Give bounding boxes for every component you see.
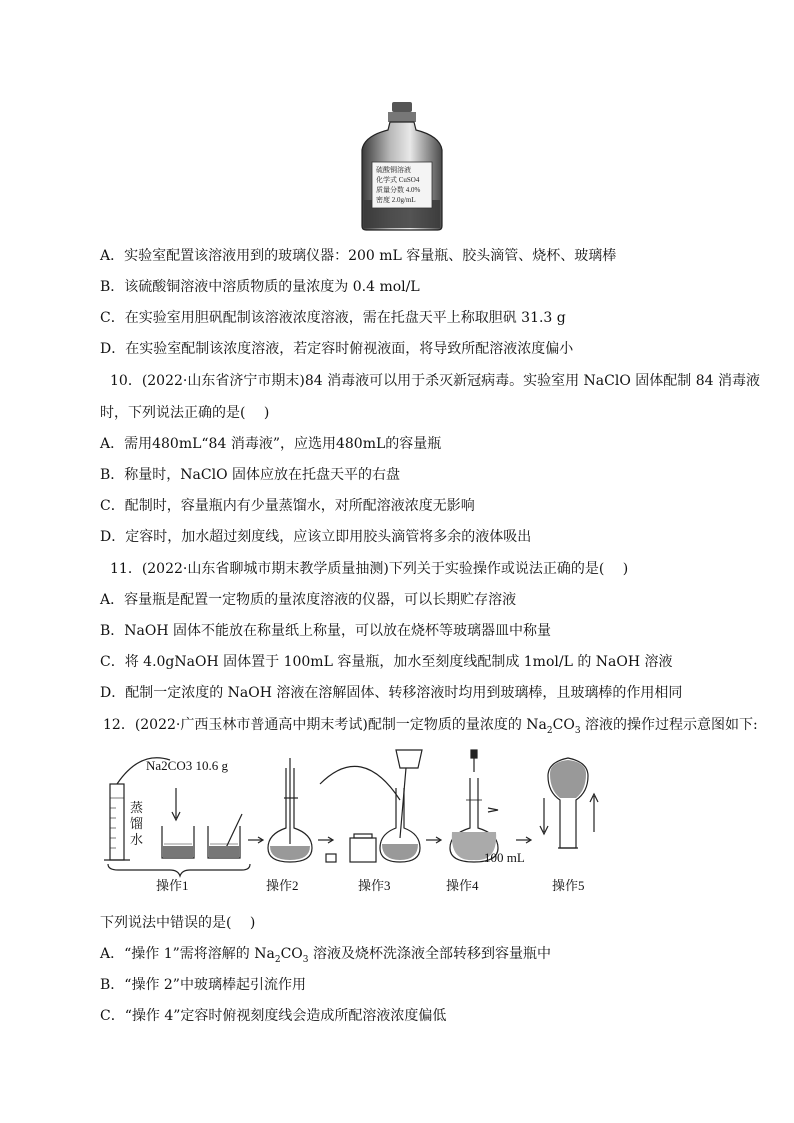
formula-co: CO xyxy=(280,946,303,962)
q9-option-b: B．该硫酸铜溶液中溶质物质的量浓度为 0.4 mol/L xyxy=(100,279,420,295)
q11-stem: 11．(2022·山东省聊城市期末教学质量抽测)下列关于实验操作或说法正确的是( ) xyxy=(110,561,629,577)
q12-option-a-pre: A．“操作 1”需将溶解的 xyxy=(100,946,255,962)
q10-option-d: D．定容时，加水超过刻度线，应该立即用胶头滴管将多余的液体吸出 xyxy=(100,529,532,545)
q12-option-a-post: 溶液及烧杯洗涤液全部转移到容量瓶中 xyxy=(308,946,551,962)
step-label: 操作1 xyxy=(156,878,189,893)
step-label: 操作2 xyxy=(266,878,299,893)
q9-option-d: D．在实验室配制该浓度溶液，若定容时俯视液面，将导致所配溶液浓度偏小 xyxy=(100,341,574,357)
bottle-label-line: 质量分数 4.0% xyxy=(376,186,421,194)
q10-option-c: C．配制时，容量瓶内有少量蒸馏水，对所配溶液浓度无影响 xyxy=(100,498,475,514)
formula-sub: 3 xyxy=(302,954,309,965)
bottle-label-line: 化学式 CuSO4 xyxy=(376,176,420,184)
water-label-char: 馏 xyxy=(130,816,144,831)
bottle-label-line: 密度 2.0g/mL xyxy=(376,196,416,204)
reagent-label: Na2CO3 10.6 g xyxy=(146,758,228,773)
q9-option-a: A．实验室配置该溶液用到的玻璃仪器：200 mL 容量瓶、胶头滴管、烧杯、玻璃棒 xyxy=(100,248,617,264)
q12-option-b: B．“操作 2”中玻璃棒起引流作用 xyxy=(100,977,306,993)
q11-option-b: B．NaOH 固体不能放在称量纸上称量，可以放在烧杯等玻璃器皿中称量 xyxy=(100,623,552,639)
q10-stem-cont: 时，下列说法正确的是( ) xyxy=(100,405,270,421)
step-label: 操作5 xyxy=(552,878,585,893)
q11-option-a: A．容量瓶是配置一定物质的量浓度溶液的仪器，可以长期贮存溶液 xyxy=(100,592,517,608)
q11-option-d: D．配制一定浓度的 NaOH 溶液在溶解固体、转移溶液时均用到玻璃棒，且玻璃棒的作用相同 xyxy=(100,685,683,701)
formula-co: CO xyxy=(552,717,575,733)
q12-stem-post: 溶液的操作过程示意图如下: xyxy=(580,717,758,733)
formula-na: Na xyxy=(254,946,275,962)
q12-stem xyxy=(103,715,758,741)
q10-option-a: A．需用480mL“84 消毒液”，应选用480mL的容量瓶 xyxy=(100,436,442,452)
water-label-char: 水 xyxy=(130,832,144,847)
q12-stem-pre: 12．(2022·广西玉林市普通高中期末考试)配制一定物质的量浓度的 xyxy=(103,717,527,733)
reagent-bottle-image xyxy=(358,100,446,232)
formula-na: Na xyxy=(526,717,547,733)
q11-option-c: C．将 4.0gNaOH 固体置于 100mL 容量瓶，加水至刻度线配制成 1mol/L 的 NaOH 溶液 xyxy=(100,654,673,670)
formula-sub: 3 xyxy=(574,725,581,736)
q12-option-c: C．“操作 4”定容时俯视刻度线会造成所配溶液浓度偏低 xyxy=(100,1008,447,1024)
q10-option-b: B．称量时，NaClO 固体应放在托盘天平的右盘 xyxy=(100,467,401,483)
formula-sub: 2 xyxy=(274,954,281,965)
step-label: 操作4 xyxy=(446,878,479,893)
formula-sub: 2 xyxy=(546,725,553,736)
operation-diagram xyxy=(100,748,620,893)
q10-stem: 10．(2022·山东省济宁市期末)84 消毒液可以用于杀灭新冠病毒。实验室用 NaClO 固体配制 84 消毒液 xyxy=(110,373,760,389)
bottle-label-line: 硫酸铜溶液 xyxy=(376,166,411,174)
flask-volume-label: 100 mL xyxy=(484,850,525,865)
q9-option-c: C．在实验室用胆矾配制该溶液浓度溶液，需在托盘天平上称取胆矾 31.3 g xyxy=(100,310,566,326)
q12-question: 下列说法中错误的是( ) xyxy=(100,915,256,931)
q12-option-a xyxy=(100,944,551,970)
water-label-char: 蒸 xyxy=(130,800,144,815)
step-label: 操作3 xyxy=(358,878,391,893)
